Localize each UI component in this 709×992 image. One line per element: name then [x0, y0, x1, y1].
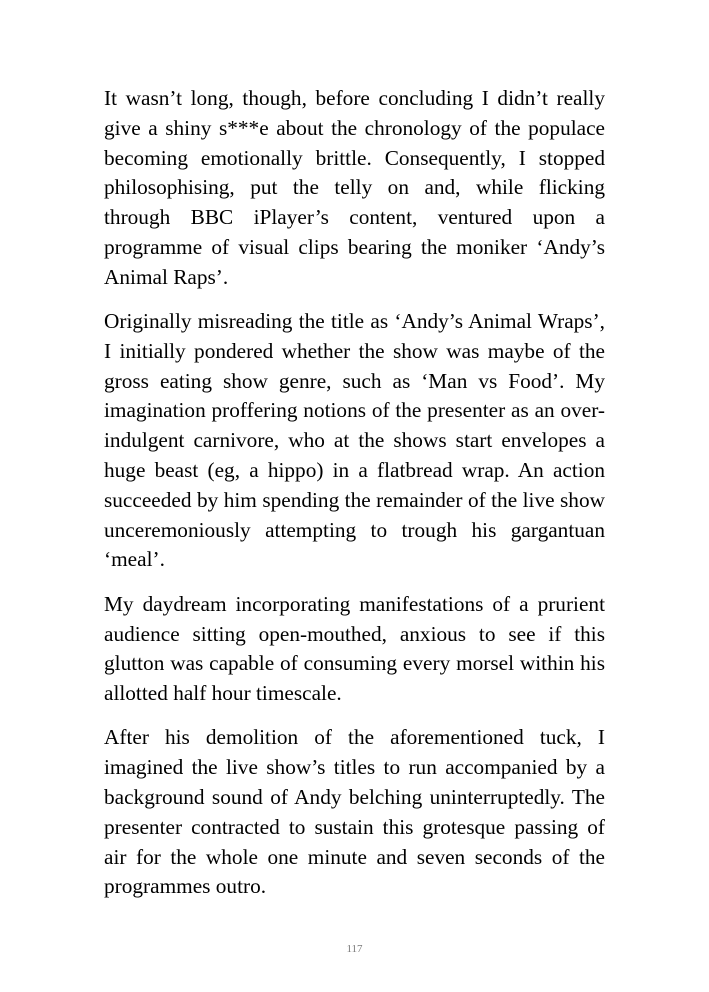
page-number: 117: [346, 943, 363, 955]
paragraph-1: It wasn’t long, though, before concluding I didn’t really give a shiny s***e about the chronology of the populace becoming emotionally brittle. Consequently, I stopped philosophising, put the telly on and, while flicking through BBC iPlayer’s content, ventured upon a programme of visual clips bearing the moniker ‘Andy’s Animal Raps’.: [104, 86, 605, 289]
paragraph-2: Originally misreading the title as ‘Andy’s Animal Wraps’, I initially pondered whether the show was maybe of the gross eating show genre, such as ‘Man vs Food’. My imagination proffering notions of the presenter as an over-indulgent carnivore, who at the shows start envelopes a huge beast (eg, a hippo) in a flatbread wrap. An action succeeded by him spending the remainder of the live show unceremoniously attempting to trough his gargantuan ‘meal’.: [104, 309, 605, 572]
paragraph-4: After his demolition of the aforementioned tuck, I imagined the live show’s titles to run accompanied by a background sound of Andy belching uninterruptedly. The presenter contracted to sustain this grotesque passing of air for the whole one minute and seven seconds of the programmes outro.: [104, 725, 605, 899]
body-text: [104, 84, 605, 917]
paragraph-3: My daydream incorporating manifestations of a prurient audience sitting open-mouthed, anxious to see if this glutton was capable of consuming every morsel within his allotted half hour timescale.: [104, 591, 605, 706]
